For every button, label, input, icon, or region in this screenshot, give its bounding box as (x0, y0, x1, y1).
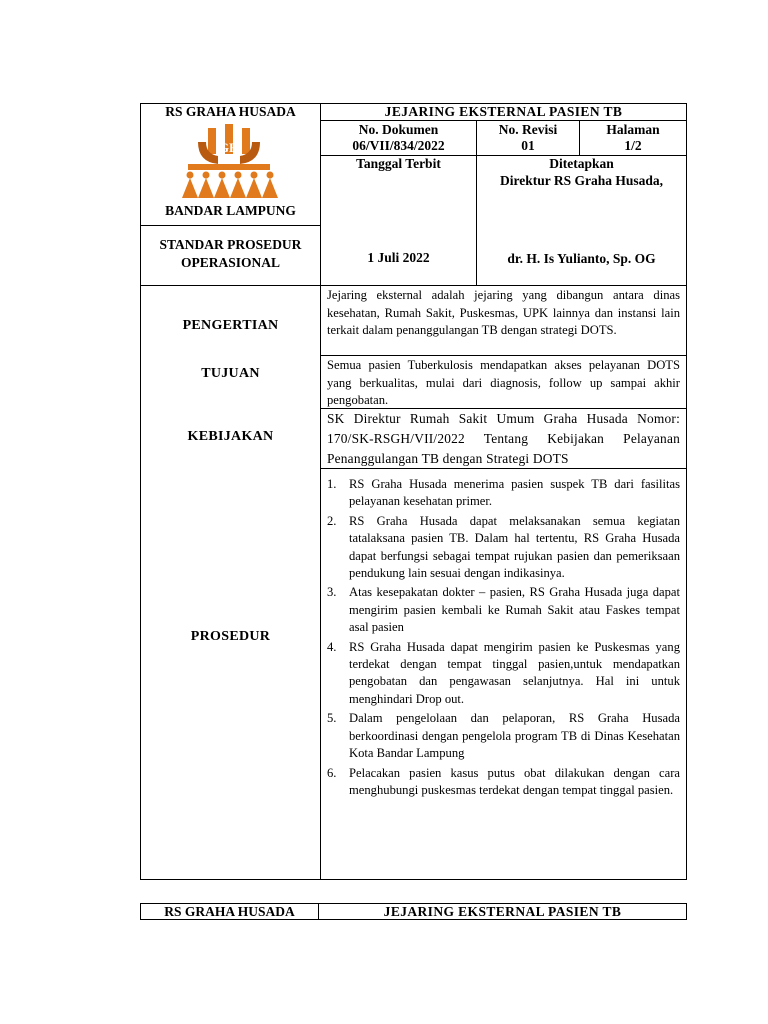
prosedur-item-number: 5. (327, 711, 337, 726)
tujuan-text: Semua pasien Tuberkulosis mendapatkan akses pelayanan DOTS yang berkualitas, mulai dari diagnosis, follow up sampai akhir pengobatan. (327, 358, 680, 407)
prosedur-item-text: RS Graha Husada dapat mengirim pasien ke Puskesmas yang terdekat dengan tempat tinggal pasien,untuk mendapatkan pengobatan dan pengawasan selanjutnya. Hal ini untuk menghindari Drop out. (349, 639, 680, 706)
table-border-bottom (140, 879, 687, 880)
prosedur-list (322, 476, 680, 801)
table-line-title (320, 120, 687, 121)
prosedur-item-number: 4. (327, 639, 337, 654)
tanggal-terbit-label: Tanggal Terbit (356, 156, 441, 171)
prosedur-item (322, 584, 680, 636)
table-divider-main (320, 103, 321, 880)
no-dokumen-value: 06/VII/834/2022 (352, 138, 445, 153)
prosedur-item-number: 6. (327, 765, 337, 780)
table-border-right (686, 103, 687, 880)
logo-pillar-right (242, 128, 250, 154)
prosedur-item (322, 513, 680, 583)
logo-pillar-left (208, 128, 216, 154)
prosedur-item-text: Dalam pengelolaan dan pelaporan, RS Graha Husada berkoordinasi dengan pengelola program TB di Dinas Kesehatan Kota Bandar Lampung (349, 711, 680, 761)
tujuan-label: TUJUAN (201, 366, 260, 381)
halaman-label: Halaman (606, 122, 660, 137)
no-revisi-value: 01 (521, 138, 535, 153)
no-revisi-label: No. Revisi (498, 122, 558, 137)
logo-figures (182, 172, 278, 199)
table-line-logo (140, 225, 321, 226)
ditetapkan-label: Ditetapkan (549, 156, 614, 171)
prosedur-item (322, 765, 680, 800)
signatory-name: dr. H. Is Yulianto, Sp. OG (507, 251, 656, 266)
table-line-header-end (140, 285, 687, 286)
prosedur-item-text: Atas kesepakatan dokter – pasien, RS Graha Husada juga dapat mengirim pasien kembali ke Rumah Sakit atau Faskes tempat asal pasien (349, 585, 680, 635)
prosedur-item-text: RS Graha Husada menerima pasien suspek TB dari fasilitas pelayanan kesehatan primer. (349, 477, 680, 509)
prosedur-label: PROSEDUR (190, 629, 271, 644)
kebijakan-label: KEBIJAKAN (187, 429, 274, 444)
halaman-value: 1/2 (624, 138, 642, 153)
hospital-city: BANDAR LAMPUNG (165, 203, 296, 218)
hospital-logo (178, 122, 280, 202)
spo-label-line2: OPERASIONAL (180, 255, 280, 270)
hospital-name: RS GRAHA HUSADA (165, 104, 296, 119)
prosedur-item (322, 476, 680, 511)
svg-text:GH: GH (218, 140, 240, 155)
kebijakan-text: SK Direktur Rumah Sakit Umum Graha Husada Nomor: 170/SK-RSGH/VII/2022 Tentang Kebijakan Pelayanan Penanggulangan TB dengan Strategi DOTS (327, 411, 680, 466)
table-line-pengertian (320, 355, 687, 356)
prosedur-item-text: Pelacakan pasien kasus putus obat dilakukan dengan cara menghubungi puskesmas terdekat dengan tempat tinggal pasien. (349, 765, 680, 797)
tanggal-terbit-value: 1 Juli 2022 (367, 250, 430, 265)
footer-hospital-name: RS GRAHA HUSADA (164, 904, 295, 919)
prosedur-item (322, 710, 680, 762)
prosedur-item-text: RS Graha Husada dapat melaksanakan semua kegiatan tatalaksana pasien TB. Dalam hal tertentu, RS Graha Husada dapat berfungsi sebagai tempat rujukan pasien dan pemeriksaan pendukung lain sesuai dengan indikasinya. (349, 513, 680, 581)
prosedur-item (322, 639, 680, 709)
prosedur-item-number: 2. (327, 513, 337, 528)
pengertian-text: Jejaring eksternal adalah jejaring yang dibangun antara dinas kesehatan, Rumah Sakit, Puskesmas, UPK lainnya dan instansi lain terkait dalam penanggulangan TB dengan strategi DOTS. (327, 288, 680, 337)
ditetapkan-by: Direktur RS Graha Husada, (499, 173, 664, 188)
footer-document-title: JEJARING EKSTERNAL PASIEN TB (383, 904, 622, 919)
no-dokumen-label: No. Dokumen (358, 122, 439, 137)
table-border-left (140, 103, 141, 880)
pengertian-label: PENGERTIAN (182, 318, 279, 333)
document-title: JEJARING EKSTERNAL PASIEN TB (384, 104, 623, 119)
prosedur-item-number: 1. (327, 477, 337, 491)
prosedur-item-number: 3. (327, 585, 337, 600)
spo-label-line1: STANDAR PROSEDUR (159, 237, 302, 252)
